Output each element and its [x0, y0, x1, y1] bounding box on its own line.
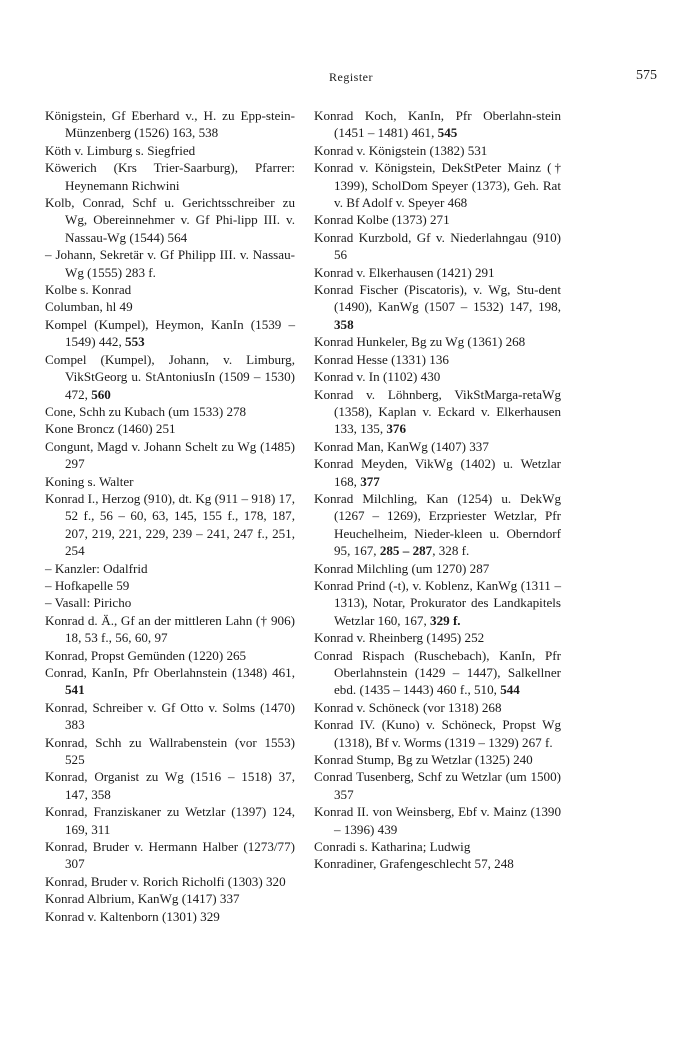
index-entry [314, 438, 561, 455]
entry-bold-page: 377 [360, 473, 380, 489]
entry-text: Cone, Schh zu Kubach (um 1533) 278 [45, 403, 247, 419]
index-entry [45, 316, 295, 351]
entry-text: Konrad v. Elkerhausen (1421) 291 [314, 264, 495, 280]
index-entry [45, 420, 295, 437]
entry-text: Konrad I., Herzog (910), dt. Kg (911 – 918) 17, 52 f., 56 – 60, 63, 145, 155 f., 178, 187, 207, 219, 221, 229, 239 – 241, 247 f., 251, 254 [45, 490, 295, 559]
entry-text: Konrad Hunkeler, Bg zu Wg (1361) 268 [314, 334, 526, 350]
entry-bold-page: 560 [91, 386, 111, 402]
entry-text: Conradi s. Katharina; Ludwig [314, 839, 471, 855]
index-entry [45, 647, 295, 664]
entry-text: Konrad v. In (1102) 430 [314, 369, 441, 385]
entry-text: Kolbe s. Konrad [45, 282, 132, 298]
entry-bold-page: 541 [65, 682, 85, 698]
entry-text: Konrad Milchling, Kan (1254) u. DekWg (1267 – 1269), Erzpriester Wetzlar, Pfr Heuchelheim, Nieder-kleen u. Oberndorf 95, 167, [314, 490, 561, 559]
index-entry [314, 560, 561, 577]
entry-text: Köwerich (Krs Trier-Saarburg), Pfarrer: Heynemann Richwini [45, 160, 295, 193]
index-entry [45, 281, 295, 298]
index-entry [314, 142, 561, 159]
index-column-right [314, 107, 561, 873]
index-entry [45, 159, 295, 194]
entry-bold-page: 376 [386, 421, 407, 437]
index-entry [45, 768, 295, 803]
entry-text: Konradiner, Grafengeschlecht 57, 248 [314, 856, 514, 872]
index-entry [45, 490, 295, 560]
entry-text: Konrad v. Königstein (1382) 531 [314, 142, 488, 158]
index-entry [45, 803, 295, 838]
index-column-left [45, 107, 295, 925]
running-head: Register [329, 70, 373, 84]
entry-text: – Hofkapelle 59 [45, 577, 130, 593]
index-entry [314, 647, 561, 699]
index-entry [45, 560, 295, 577]
entry-text: Kompel (Kumpel), Heymon, KanIn (1539 – 1549) 442, [45, 316, 295, 350]
entry-text: Königstein, Gf Eberhard v., H. zu Epp-stein-Münzenberg (1526) 163, 538 [45, 108, 295, 141]
index-entry [45, 838, 295, 873]
entry-after-text: , 328 f. [432, 543, 470, 559]
index-entry [314, 264, 561, 281]
entry-text: Konrad Albrium, KanWg (1417) 337 [45, 891, 240, 907]
entry-text: Konrad Meyden, VikWg (1402) u. Wetzlar 168, [314, 456, 561, 489]
index-entry [314, 281, 561, 333]
entry-text: Koning s. Walter [45, 473, 134, 489]
entry-text: Konrad v. Schöneck (vor 1318) 268 [314, 699, 502, 715]
entry-bold-page: 329 f. [430, 612, 461, 628]
entry-text: Conrad, KanIn, Pfr Oberlahnstein (1348) 461, [45, 665, 295, 680]
index-entry [45, 298, 295, 315]
entry-text: Konrad v. Rheinberg (1495) 252 [314, 630, 485, 646]
entry-bold-page: 285 – 287 [379, 543, 433, 559]
index-entry [45, 403, 295, 420]
index-entry [314, 159, 561, 211]
index-entry [314, 368, 561, 385]
index-entry [314, 716, 561, 751]
index-entry [314, 386, 561, 438]
entry-text: – Kanzler: Odalfrid [45, 560, 148, 576]
index-entry [314, 629, 561, 646]
entry-text: Konrad v. Königstein, DekStPeter Mainz († 1399), ScholDom Speyer (1373), Geh. Rat v. Bf Adolf v. Speyer 468 [314, 160, 561, 211]
index-entry [314, 838, 561, 855]
entry-text: Konrad Stump, Bg zu Wetzlar (1325) 240 [314, 752, 533, 768]
page-header [45, 68, 657, 88]
index-entry [314, 699, 561, 716]
entry-text: Konrad, Propst Gemünden (1220) 265 [45, 647, 247, 663]
index-entry [45, 351, 295, 403]
entry-text: Conrad Rispach (Ruschebach), KanIn, Pfr Oberlahnstein (1429 – 1447), Salkellner ebd. (1435 – 1443) 460 f., 510, [314, 647, 561, 698]
index-entry [314, 751, 561, 768]
index-entry [45, 664, 295, 699]
index-entry [45, 246, 295, 281]
index-entry [45, 107, 295, 142]
entry-text: Konrad Kurzbold, Gf v. Niederlahngau (910) 56 [314, 229, 561, 263]
index-entry [314, 577, 561, 629]
entry-text: – Johann, Sekretär v. Gf Philipp III. v. Nassau-Wg (1555) 283 f. [45, 247, 295, 280]
index-entry [314, 211, 561, 228]
entry-text: Köth v. Limburg s. Siegfried [45, 142, 196, 158]
entry-text: Konrad IV. (Kuno) v. Schöneck, Propst Wg (1318), Bf v. Worms (1319 – 1329) 267 f. [314, 717, 561, 750]
entry-text: Konrad, Schreiber v. Gf Otto v. Solms (1470) 383 [45, 699, 295, 733]
index-entry [314, 107, 561, 142]
entry-text: Columban, hl 49 [45, 299, 133, 315]
entry-text: – Vasall: Piricho [45, 595, 132, 611]
entry-text: Compel (Kumpel), Johann, v. Limburg, VikStGeorg u. StAntoniusIn (1509 – 1530) 472, [45, 351, 295, 402]
entry-text: Konrad Prind (-t), v. Koblenz, KanWg (1311 – 1313), Notar, Prokurator des Landkapitels Wetzlar 160, 167, [314, 577, 561, 628]
entry-bold-page: 545 [437, 125, 458, 141]
index-entry [45, 873, 295, 890]
index-entry [45, 194, 295, 246]
index-entry [314, 768, 561, 803]
entry-text: Konrad Milchling (um 1270) 287 [314, 560, 490, 576]
index-entry [45, 890, 295, 907]
index-entry [314, 229, 561, 264]
entry-text: Kolb, Conrad, Schf u. Gerichtsschreiber zu Wg, Obereinnehmer v. Gf Phi-lipp III. v. Nassau-Wg (1544) 564 [45, 195, 295, 245]
page-number: 575 [636, 68, 657, 83]
index-entry [45, 473, 295, 490]
entry-text: Conrad Tusenberg, Schf zu Wetzlar (um 1500) 357 [314, 769, 561, 802]
entry-text: Konrad Man, KanWg (1407) 337 [314, 438, 489, 454]
index-entry [314, 855, 561, 872]
index-entry [45, 612, 295, 647]
entry-text: Konrad, Bruder v. Hermann Halber (1273/77) 307 [45, 839, 295, 872]
entry-bold-page: 358 [334, 316, 354, 332]
index-entry [45, 734, 295, 769]
entry-text: Konrad Hesse (1331) 136 [314, 351, 449, 367]
entry-text: Konrad v. Kaltenborn (1301) 329 [45, 908, 220, 924]
index-entry [45, 142, 295, 159]
entry-bold-page: 553 [125, 334, 145, 350]
index-entry [45, 577, 295, 594]
entry-text: Konrad II. von Weinsberg, Ebf v. Mainz (1390 – 1396) 439 [314, 804, 561, 837]
entry-text: Konrad Kolbe (1373) 271 [314, 212, 450, 228]
index-entry [45, 438, 295, 473]
entry-text: Konrad, Franziskaner zu Wetzlar (1397) 124, 169, 311 [45, 804, 295, 837]
entry-text: Konrad, Organist zu Wg (1516 – 1518) 37, 147, 358 [45, 769, 295, 802]
index-entry [314, 351, 561, 368]
entry-text: Konrad Koch, KanIn, Pfr Oberlahn-stein (1451 – 1481) 461, [314, 108, 561, 141]
index-entry [314, 490, 561, 560]
index-entry [45, 699, 295, 734]
entry-text: Konrad Fischer (Piscatoris), v. Wg, Stu-dent (1490), KanWg (1507 – 1532) 147, 198, [314, 282, 561, 315]
index-entry [314, 455, 561, 490]
entry-text: Konrad, Schh zu Wallrabenstein (vor 1553) 525 [45, 734, 295, 768]
index-entry [45, 908, 295, 925]
index-entry [45, 594, 295, 611]
index-entry [314, 803, 561, 838]
entry-text: Konrad, Bruder v. Rorich Richolfi (1303) 320 [45, 873, 286, 889]
entry-text: Kone Broncz (1460) 251 [45, 421, 176, 437]
index-entry [314, 333, 561, 350]
entry-text: Konrad v. Löhnberg, VikStMarga-retaWg (1358), Kaplan v. Eckard v. Elkerhausen 133, 135, [314, 386, 561, 437]
entry-bold-page: 544 [500, 682, 520, 698]
entry-text: Congunt, Magd v. Johann Schelt zu Wg (1485) 297 [45, 438, 295, 472]
entry-text: Konrad d. Ä., Gf an der mittleren Lahn († 906) 18, 53 f., 56, 60, 97 [45, 612, 295, 646]
